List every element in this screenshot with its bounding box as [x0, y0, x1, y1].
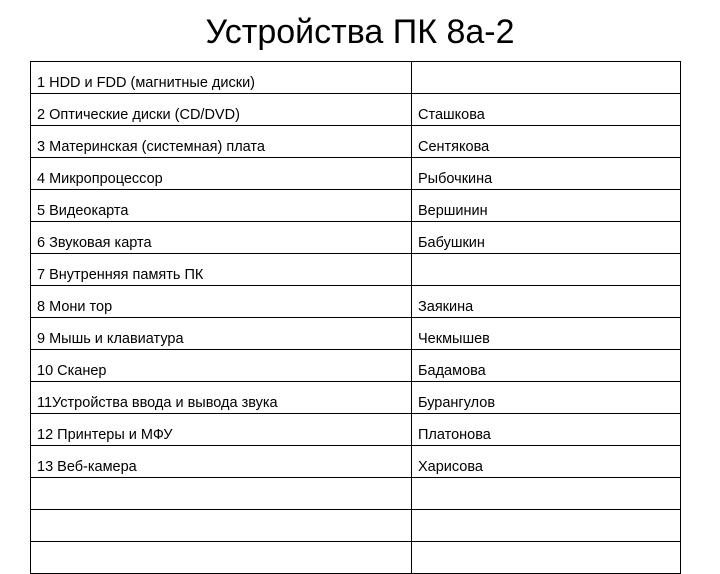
student-cell: Вершинин [412, 190, 681, 222]
student-cell [412, 542, 681, 574]
table-row [31, 254, 681, 286]
table-row [31, 350, 681, 382]
table-row [31, 222, 681, 254]
table-row [31, 510, 681, 542]
table-row [31, 94, 681, 126]
topic-cell: 6 Звуковая карта [31, 222, 412, 254]
page-title: Устройства ПК 8а-2 [205, 13, 515, 51]
student-cell: Чекмышев [412, 318, 681, 350]
topic-cell: 7 Внутренняя память ПК [31, 254, 412, 286]
table-row [31, 190, 681, 222]
table-row [31, 382, 681, 414]
table-row [31, 158, 681, 190]
topic-cell [31, 542, 412, 574]
student-cell: Платонова [412, 414, 681, 446]
topic-cell: 9 Мышь и клавиатура [31, 318, 412, 350]
student-cell: Бабушкин [412, 222, 681, 254]
topic-cell: 12 Принтеры и МФУ [31, 414, 412, 446]
table-row [31, 446, 681, 478]
student-cell: Заякина [412, 286, 681, 318]
topic-cell: 4 Микропроцессор [31, 158, 412, 190]
student-cell: Бадамова [412, 350, 681, 382]
student-cell: Бурангулов [412, 382, 681, 414]
topic-cell: 10 Сканер [31, 350, 412, 382]
student-cell: Сентякова [412, 126, 681, 158]
topic-cell [31, 510, 412, 542]
student-cell: Рыбочкина [412, 158, 681, 190]
topic-cell: 1 HDD и FDD (магнитные диски) [31, 62, 412, 94]
topic-cell: 5 Видеокарта [31, 190, 412, 222]
student-cell [412, 62, 681, 94]
topic-cell: 13 Веб-камера [31, 446, 412, 478]
table-row [31, 478, 681, 510]
table-row [31, 62, 681, 94]
assignment-table [30, 61, 681, 574]
student-cell: Сташкова [412, 94, 681, 126]
table-row [31, 542, 681, 574]
topic-cell: 8 Мони тор [31, 286, 412, 318]
student-cell [412, 510, 681, 542]
student-cell [412, 254, 681, 286]
topic-cell: 11Устройства ввода и вывода звука [31, 382, 412, 414]
table-row [31, 318, 681, 350]
student-cell [412, 478, 681, 510]
student-cell: Харисова [412, 446, 681, 478]
table-row [31, 414, 681, 446]
topic-cell: 3 Материнская (системная) плата [31, 126, 412, 158]
topic-cell [31, 478, 412, 510]
table-row [31, 286, 681, 318]
table-row [31, 126, 681, 158]
topic-cell: 2 Оптические диски (CD/DVD) [31, 94, 412, 126]
assignment-table-body [31, 62, 681, 574]
